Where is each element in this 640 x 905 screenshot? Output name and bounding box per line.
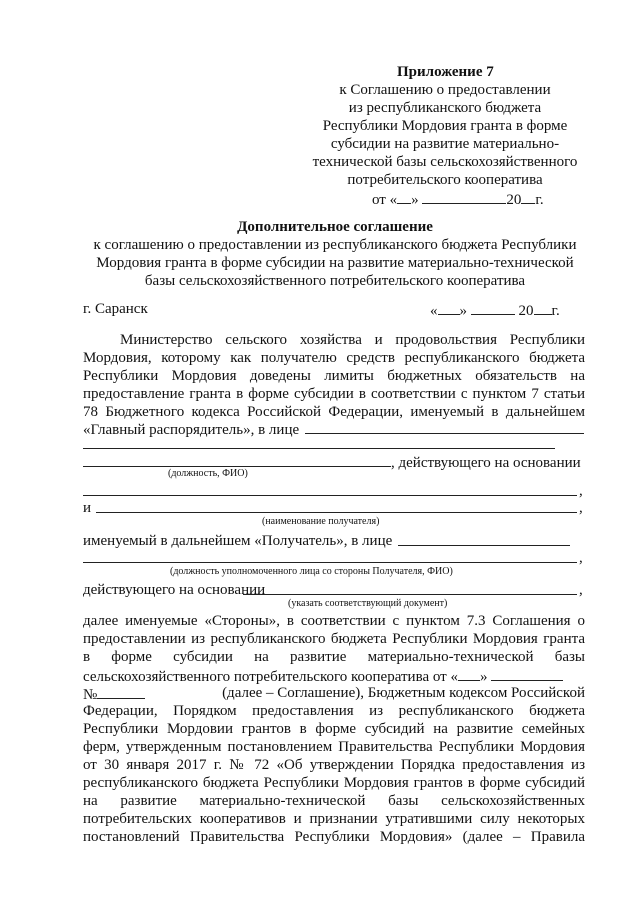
fill-line — [305, 433, 584, 434]
appendix-line: Республики Мордовия гранта в форме — [322, 118, 568, 134]
day-blank — [438, 300, 460, 315]
acting-basis: , действующего на основании — [391, 455, 581, 471]
date-mid: » — [411, 192, 419, 208]
body-line: Республики Мордовии грантов в форме субсидий на развитие семейных — [83, 721, 585, 737]
appendix-title: Приложение 7 — [397, 64, 494, 80]
body-line: потребительских кооперативов и признании утратившими силу некоторых — [83, 811, 585, 827]
day-blank — [397, 189, 411, 204]
fill-line — [83, 466, 391, 467]
number-blank — [97, 684, 145, 699]
appendix-line: технической базы сельскохозяйственного — [312, 154, 578, 170]
year-blank — [534, 300, 552, 315]
appendix-line: из республиканского бюджета — [348, 100, 542, 116]
body-line: ферм, утвержденным постановлением Правительства Республики Мордовия — [83, 739, 585, 755]
and-text: и — [83, 500, 92, 516]
caption-official: (должность уполномоченного лица со стороны Получателя, ФИО) — [170, 566, 453, 577]
comma: , — [579, 483, 583, 499]
body-line: далее именуемые «Стороны», в соответствии с пунктом 7.3 Соглашения о — [83, 613, 585, 629]
appendix-line: субсидии на развитие материально- — [330, 136, 560, 152]
year-prefix: 20 — [518, 303, 534, 319]
p2-line5-a: № — [83, 687, 98, 703]
fill-line — [243, 594, 577, 595]
month-blank — [471, 300, 515, 315]
p2-line4-a: сельскохозяйственного потребительского кооператива от « — [83, 669, 458, 685]
heading-line: Мордовия гранта в форме субсидии на развитие материально-технической — [96, 255, 574, 271]
caption-document: (указать соответствующий документ) — [288, 598, 448, 609]
body-line: предоставление гранта в форме субсидии в соответствии с пунктом 7 статьи — [83, 386, 585, 402]
month-blank — [422, 189, 506, 204]
recipient-intro: именуемый в дальнейшем «Получатель», в лице — [83, 533, 393, 549]
year-blank — [521, 189, 535, 204]
caption-position: (должность, ФИО) — [168, 468, 248, 479]
page-title: Дополнительное соглашение — [237, 219, 433, 235]
body-line: Республики Мордовия доведены лимиты бюджетных обязательств на — [83, 368, 585, 384]
heading-line: к соглашению о предоставлении из республиканского бюджета Республики — [93, 237, 577, 253]
fill-line — [96, 512, 577, 513]
caption-recipient: (наименование получателя) — [262, 516, 380, 527]
fill-line — [83, 562, 577, 563]
appendix-line: потребительского кооператива — [347, 172, 543, 188]
comma: , — [579, 500, 583, 516]
heading-line: базы сельскохозяйственного потребительского кооператива — [144, 273, 526, 289]
body-line — [83, 666, 563, 686]
month-blank — [491, 666, 563, 681]
body-line: 78 Бюджетного кодекса Российской Федерации, именуемый в дальнейшем — [83, 404, 585, 420]
body-line: Мордовия, которому как получателю средств республиканского бюджета — [83, 350, 585, 366]
body-line: Министерство сельского хозяйства и продовольствия Республики — [120, 332, 585, 348]
body-line: республиканского бюджета Республики Мордовия грантов в форме субсидий — [83, 775, 585, 791]
date-suffix: г. — [535, 192, 544, 208]
fill-line — [83, 495, 577, 496]
body-line — [83, 684, 585, 704]
body-line: от 30 января 2017 г. № 72 «Об утверждении Порядка предоставления из — [83, 757, 585, 773]
close-quote: » — [459, 303, 467, 319]
date-year: 20 — [506, 192, 522, 208]
body-line: Федерации, Порядком предоставления из республиканского бюджета — [83, 703, 585, 719]
p2-line4-b: » — [479, 669, 488, 685]
body-line: в форме субсидии на развитие материально-технической базы — [83, 649, 585, 665]
body-line: «Главный распорядитель», в лице — [83, 422, 300, 438]
day-blank — [458, 666, 480, 681]
comma: , — [579, 582, 583, 598]
body-line: на развитие материально-технической базы сельскохозяйственных — [83, 793, 585, 809]
open-quote: « — [430, 303, 438, 319]
contract-date — [430, 300, 560, 320]
fill-line — [83, 448, 555, 449]
city: г. Саранск — [83, 301, 148, 317]
appendix-line: к Соглашению о предоставлении — [339, 82, 551, 98]
acting-basis-2: действующего на основании — [83, 582, 266, 598]
fill-line — [398, 545, 570, 546]
body-line: предоставлении из республиканского бюджета Республики Мордовия гранта — [83, 631, 585, 647]
year-suffix: г. — [551, 303, 560, 319]
date-prefix: от « — [372, 192, 398, 208]
comma: , — [579, 550, 583, 566]
p2-line5-b: (далее – Соглашение), Бюджетным кодексом Российской — [222, 685, 585, 701]
body-line: постановлений Правительства Республики Мордовия» (далее – Правила — [83, 829, 585, 845]
appendix-date — [372, 189, 544, 209]
